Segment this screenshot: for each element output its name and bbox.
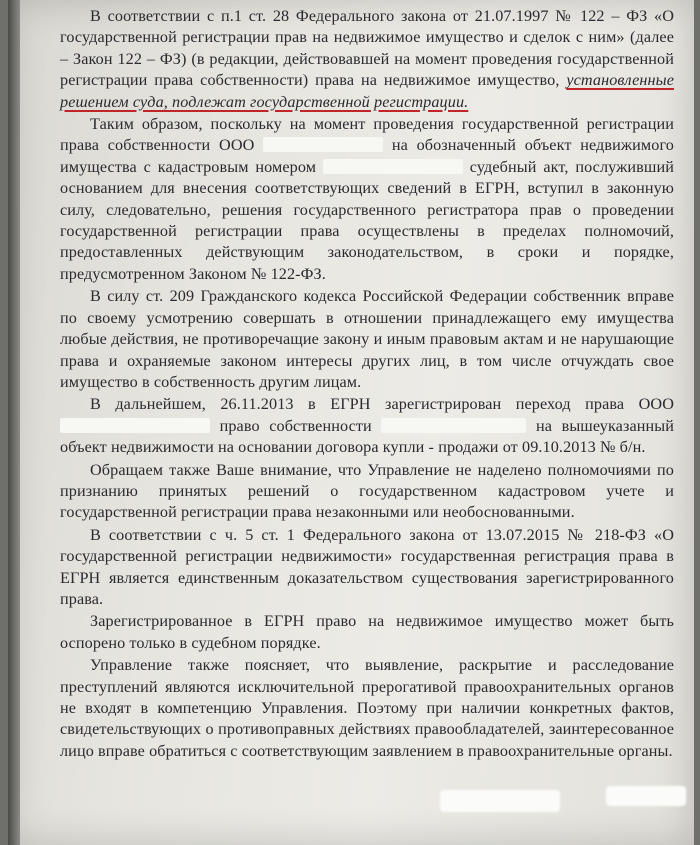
document-page bbox=[8, 0, 694, 845]
redacted-signature-name bbox=[606, 786, 686, 806]
paragraph-1 bbox=[60, 6, 674, 113]
redacted-signature bbox=[440, 790, 560, 812]
paragraph-7: Зарегистрированное в ЕГРН право на недвижимое имущество может быть оспорено только в судебном порядке. bbox=[60, 612, 674, 652]
paragraph-2 bbox=[60, 114, 674, 285]
paragraph-4-part2: право собственности bbox=[210, 416, 382, 435]
paragraph-6: В соответствии с ч. 5 ст. 1 Федерального закона от 13.07.2015 № 218-ФЗ «О государственной регистрации недвижимости» государственная регистрация права в ЕГРН является единственным доказательством существования зарегистрированного права. bbox=[60, 525, 674, 608]
paragraph-1-text: В соответствии с п.1 ст. 28 Федерального закона от 21.07.1997 № 122 – ФЗ «О государственной регистрации прав на недвижимое имущество и сделок с ним» (далее – Закон 122 – ФЗ) (в редакции, действовавшей на момент проведения государственной регистрации права собственности) права на недвижимое имущество, bbox=[60, 7, 674, 90]
underlined-phrase: установленные решением суда, подлежат государственной регистрации. bbox=[60, 71, 674, 111]
redacted-company-name bbox=[263, 137, 383, 152]
paragraph-2-part1: Таким образом, поскольку на момент проведения государственной регистрации права собственности ООО bbox=[60, 115, 674, 155]
paragraph-4-part1: В дальнейшем, 26.11.2013 в ЕГРН зарегистрирован переход права ООО bbox=[90, 395, 674, 414]
redacted-cadastral-number bbox=[323, 159, 463, 174]
paragraph-4 bbox=[60, 394, 674, 458]
page-shadow bbox=[8, 0, 20, 845]
redacted-owner-name bbox=[381, 418, 526, 433]
paragraph-4-part3: на вышеуказанный объект недвижимости на основании договора купли - продажи от 09.10.2013 № б/н. bbox=[60, 416, 674, 457]
redacted-company-name-2 bbox=[60, 418, 210, 433]
paragraph-8: Управление также поясняет, что выявление, раскрытие и расследование преступлений являются исключительной прерогативой правоохранительных органов не входят в компетенцию Управления. Поэтому при наличии конкретных фактов, свидетельствующих о противоправных действиях правообладателей, заинтересованное лицо вправе обратиться с соответствующим заявлением в правоохранительные органы. bbox=[60, 656, 674, 760]
paragraph-2-part2: на обозначенный объект недвижимого имущества с кадастровым номером bbox=[60, 136, 674, 176]
paragraph-5: Обращаем также Ваше внимание, что Управление не наделено полномочиями по признанию принятых решений о государственном кадастровом учете и государственной регистрации права незаконными или необоснованными. bbox=[60, 460, 674, 522]
paragraph-2-part3: судебный акт, послуживший основанием для внесения соответствующих сведений в ЕГРН, вступил в законную силу, следовательно, решения государственного регистратора прав о проведении государственной регистрации права осуществлены в пределах полномочий, предоставленных действующим законодательством, в сроки и порядке, предусмотренном Законом № 122-ФЗ. bbox=[60, 157, 674, 283]
paragraph-3: В силу ст. 209 Гражданского кодекса Российской Федерации собственник вправе по своему усмотрению совершать в отношении принадлежащего ему имущества любые действия, не противоречащие закону и иным правовым актам и не нарушающие права и охраняемые законом интересы других лиц, в том числе отчуждать свое имущество в собственность другим лицам. bbox=[60, 287, 674, 391]
document-body bbox=[60, 6, 674, 762]
